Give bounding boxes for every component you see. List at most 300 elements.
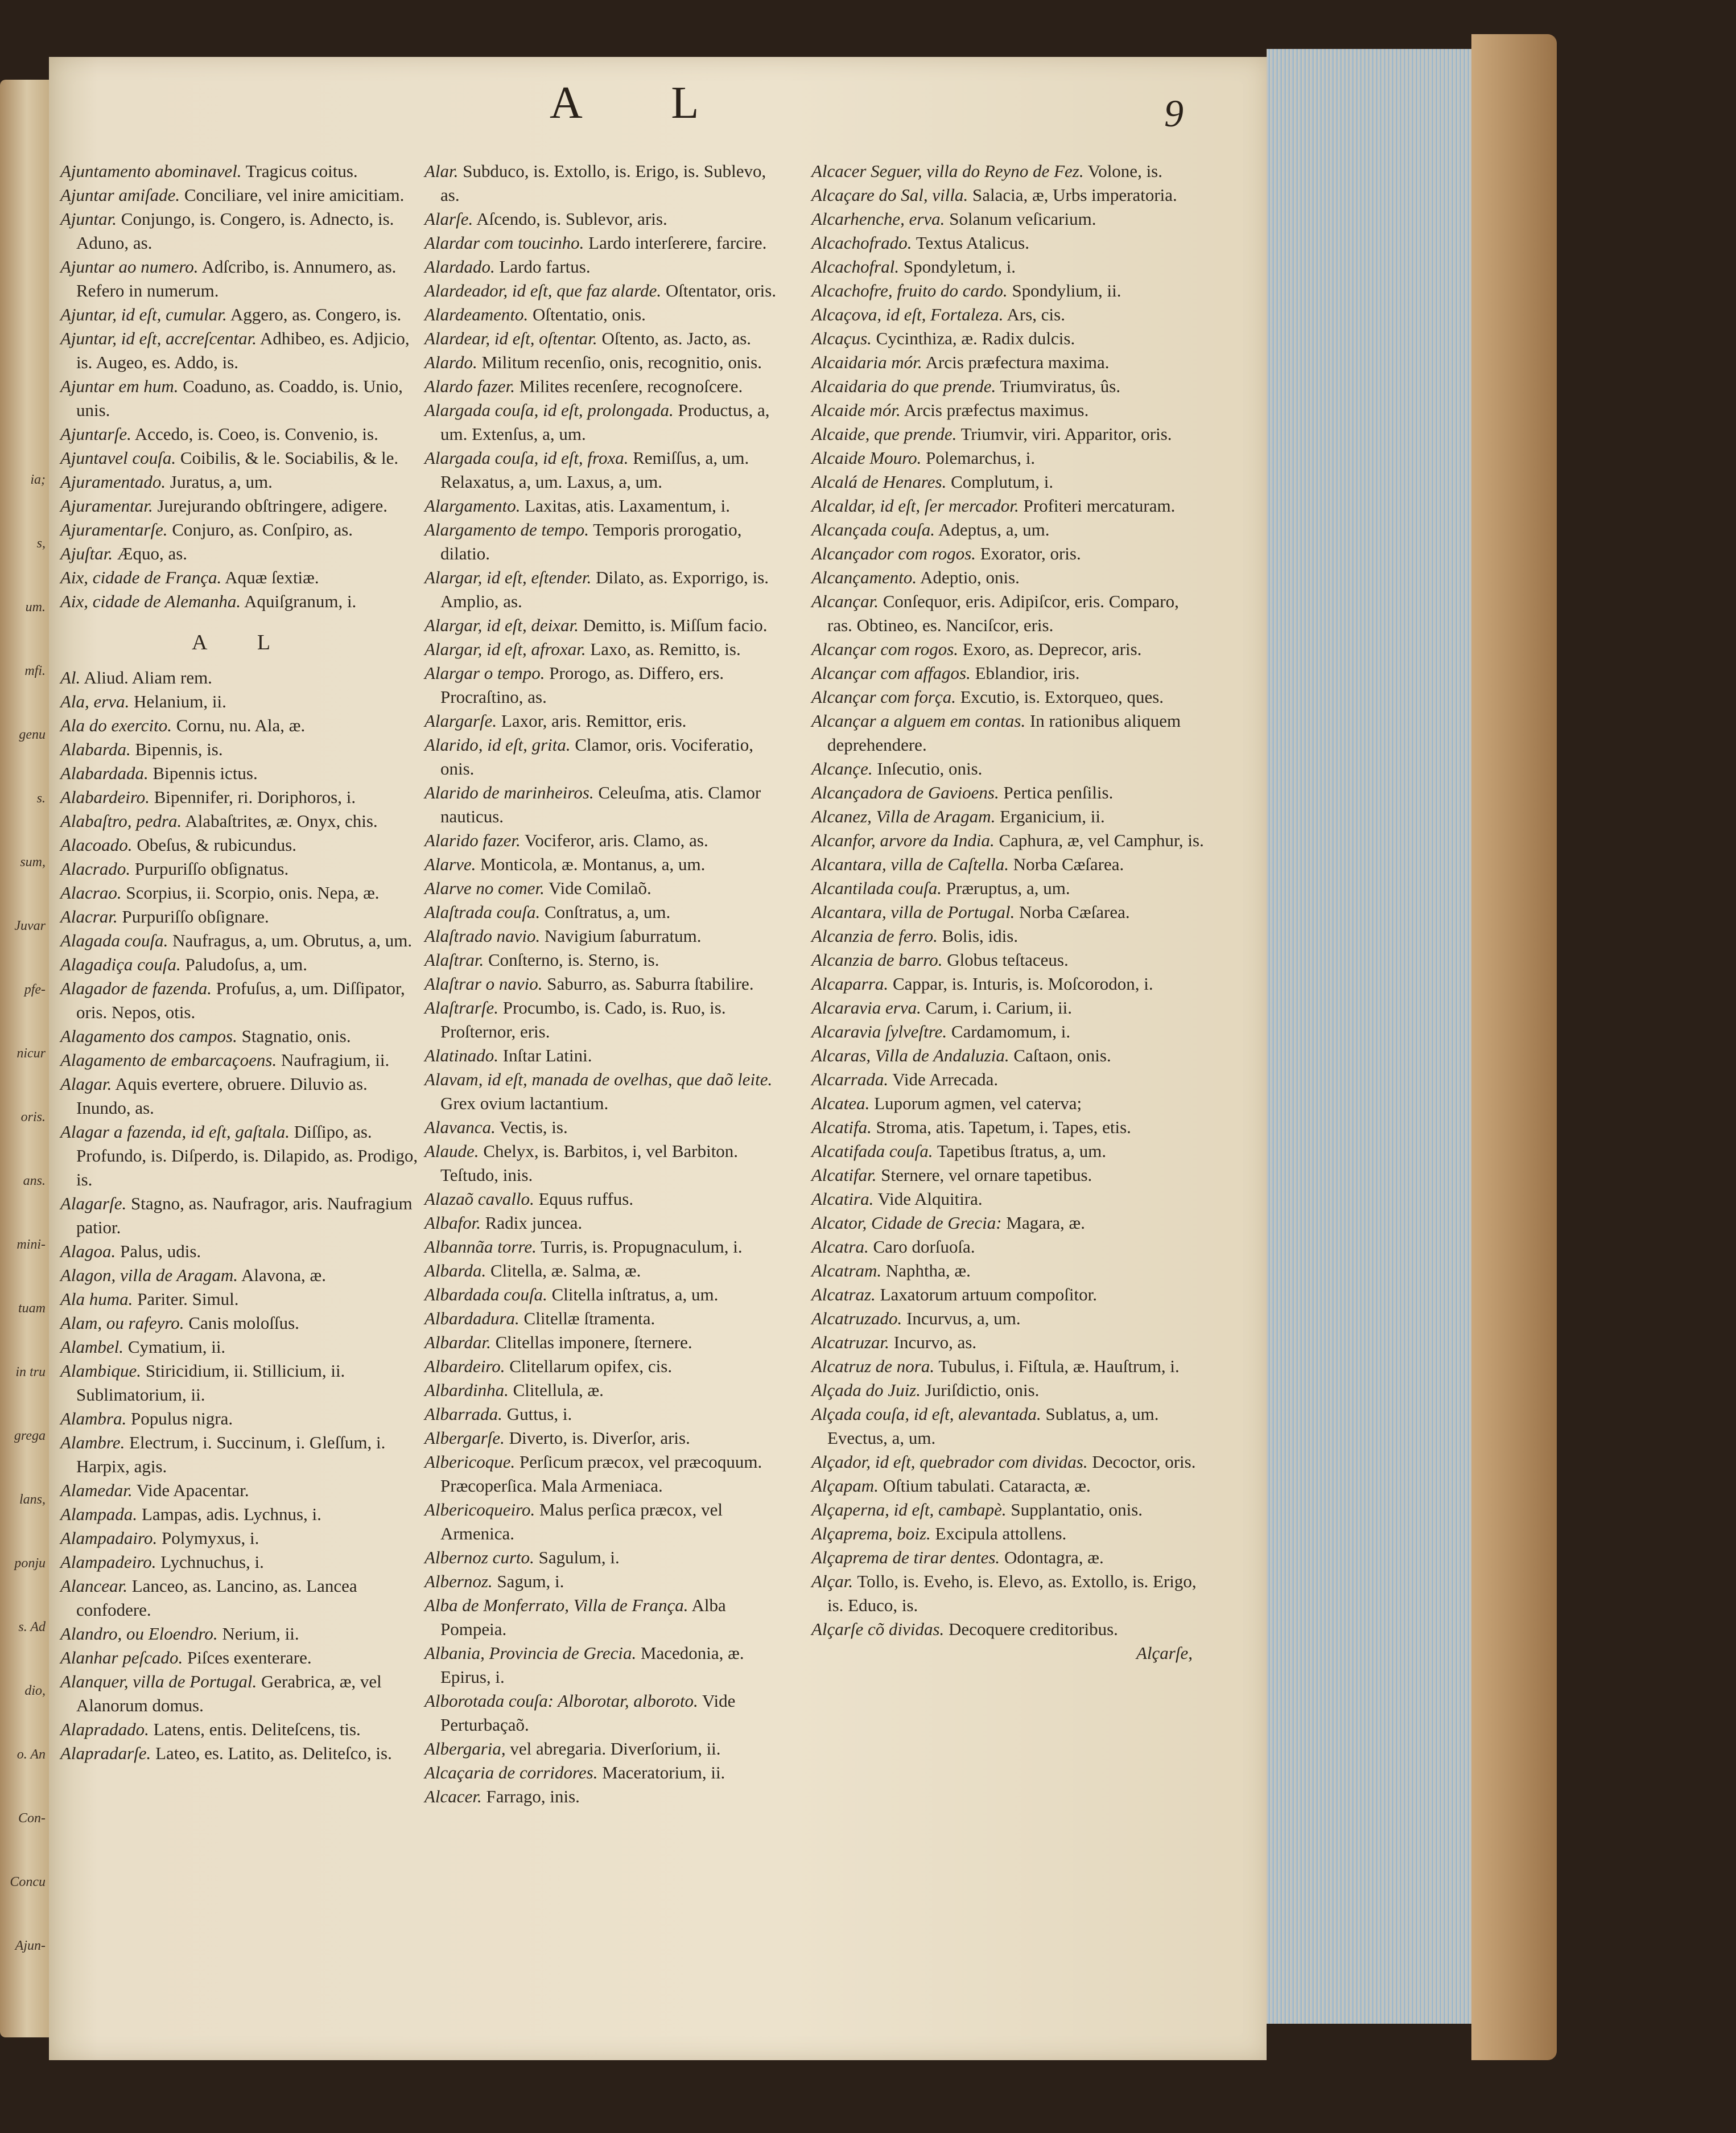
dictionary-entry: [811, 1450, 1204, 1474]
dictionary-entry: [811, 470, 1204, 494]
entry-definition: Exorator, oris.: [976, 543, 1081, 563]
dictionary-entry: [60, 1431, 424, 1479]
dictionary-entry: [811, 374, 1204, 398]
entry-definition: Inſecutio, onis.: [872, 759, 983, 779]
entry-definition: Excipula attollens.: [930, 1523, 1067, 1543]
entry-definition: Globus teſtaceus.: [942, 950, 1069, 970]
entry-headword: Alcantara, villa de Portugal.: [811, 902, 1015, 922]
dictionary-entry: [424, 1785, 789, 1809]
dictionary-entry: [60, 470, 424, 494]
entry-headword: Alagamento de embarcaçoens.: [60, 1050, 277, 1070]
entry-definition: Coaduno, as. Coaddo, is. Unio, unis.: [76, 376, 403, 420]
left-edge-fragment: mini-: [17, 1237, 46, 1252]
entry-definition: Clitellas imponere, ſternere.: [490, 1332, 692, 1352]
entry-definition: Scorpius, ii. Scorpio, onis. Nepa, æ.: [121, 883, 380, 903]
entry-headword: Alcatram.: [811, 1261, 882, 1280]
entry-headword: Alabardeiro.: [60, 787, 150, 807]
page-header: [49, 57, 1267, 159]
entry-definition: vel abregaria. Diverſorium, ii.: [505, 1739, 721, 1759]
entry-headword: Alcator, Cidade de Grecia:: [811, 1213, 1002, 1233]
column-3: [811, 159, 1204, 1665]
entry-headword: Albergarſe.: [424, 1428, 505, 1448]
entry-headword: Alagada couſa.: [60, 930, 168, 950]
entry-definition: Conciliare, vel inire amicitiam.: [180, 185, 405, 205]
entry-definition: Magara, æ.: [1001, 1213, 1085, 1233]
entry-headword: Albergaria,: [424, 1739, 506, 1759]
entry-headword: Alagador de fazenda.: [60, 978, 212, 998]
entry-definition: Vide Arrecada.: [888, 1069, 999, 1089]
entry-definition: Tubulus, i. Fiſtula, æ. Hauſtrum, i.: [934, 1356, 1180, 1376]
entry-definition: Triumvir, viri. Apparitor, oris.: [956, 424, 1172, 444]
entry-definition: Lateo, es. Latito, as. Deliteſco, is.: [151, 1743, 392, 1763]
entry-definition: Adeptus, a, um.: [934, 520, 1050, 540]
entry-headword: Alcantilada couſa.: [811, 878, 942, 898]
entry-headword: Alaſtrado navio.: [424, 926, 541, 946]
entry-definition: Pariter. Simul.: [133, 1289, 239, 1309]
entry-headword: Alcacer Seguer, villa do Reyno de Fez.: [811, 161, 1084, 181]
left-edge-fragment: mfi.: [24, 664, 46, 678]
entry-headword: Alapradado.: [60, 1719, 149, 1739]
left-edge-fragment: Ajun-: [15, 1938, 46, 1953]
dictionary-entry: [60, 255, 424, 303]
entry-headword: Aix, cidade de Alemanha.: [60, 591, 241, 611]
entry-definition: Polymyxus, i.: [157, 1528, 259, 1548]
dictionary-entry: [811, 876, 1204, 900]
dictionary-entry: [424, 613, 789, 637]
entry-definition: Conſtratus, a, um.: [540, 902, 671, 922]
dictionary-entry: [60, 303, 424, 327]
entry-definition: Clamor, oris. Vociferatio, onis.: [440, 735, 753, 779]
dictionary-entry: [424, 637, 789, 661]
dictionary-entry: [60, 1335, 424, 1359]
dictionary-entry: [811, 900, 1204, 924]
dictionary-entry: [60, 1407, 424, 1431]
entry-definition: Arcis præfectura maxima.: [922, 352, 1110, 372]
entry-headword: Alcacer.: [424, 1786, 482, 1806]
entry-headword: Alcantara, villa de Caſtella.: [811, 854, 1009, 874]
entry-headword: Alardar com toucinho.: [424, 233, 584, 253]
entry-headword: Alcarrada.: [811, 1069, 889, 1089]
entry-headword: Alcaçaria de corridores.: [424, 1763, 598, 1782]
dictionary-entry: [811, 542, 1204, 566]
dictionary-entry: [811, 1211, 1204, 1235]
dictionary-entry: [424, 1307, 789, 1331]
entry-headword: Ajuntar amiſade.: [60, 185, 180, 205]
dictionary-entry: [424, 1498, 789, 1546]
entry-definition: Chelyx, is. Barbitos, i, vel Barbiton. Teſtudo, inis.: [440, 1141, 739, 1185]
entry-definition: Perſicum præcox, vel præcoquum. Præcoperſica. Mala Armeniaca.: [440, 1452, 762, 1496]
entry-definition: Stroma, atis. Tapetum, i. Tapes, etis.: [871, 1117, 1131, 1137]
dictionary-entry: [811, 1068, 1204, 1092]
entry-definition: Norba Cæſarea.: [1015, 902, 1130, 922]
dictionary-entry: [811, 303, 1204, 327]
catchword: Alçarſe,: [1136, 1643, 1193, 1663]
entry-headword: Alcaravia ſylveſtre.: [811, 1022, 947, 1041]
entry-headword: Alcatruzar.: [811, 1332, 889, 1352]
dictionary-entry: [60, 761, 424, 785]
entry-definition: Nerium, ii.: [217, 1624, 299, 1644]
entry-headword: Alambique.: [60, 1361, 142, 1381]
entry-definition: Decoquere creditoribus.: [944, 1619, 1118, 1639]
dictionary-entry: [60, 327, 424, 374]
entry-definition: Stagnatio, onis.: [237, 1026, 351, 1046]
dictionary-entry: [424, 303, 789, 327]
left-edge-fragment: oris.: [20, 1110, 46, 1125]
entry-headword: Alarve no comer.: [424, 878, 545, 898]
section-heading: A L: [191, 631, 294, 654]
entry-definition: Præruptus, a, um.: [942, 878, 1070, 898]
dictionary-entry: [60, 566, 424, 590]
dictionary-entry: [424, 1283, 789, 1307]
entry-headword: Albardada couſa.: [424, 1284, 547, 1304]
left-edge-fragment: s,: [36, 536, 46, 551]
entry-headword: Albericoqueiro.: [424, 1500, 535, 1520]
entry-definition: Piſces exenterare.: [183, 1648, 312, 1667]
entry-headword: Aix, cidade de França.: [60, 567, 222, 587]
entry-definition: Carum, i. Carium, ii.: [921, 998, 1073, 1018]
entry-definition: Caro dorſuoſa.: [868, 1237, 975, 1257]
dictionary-entry: [811, 1354, 1204, 1378]
entry-headword: Alargamento.: [424, 496, 521, 516]
entry-headword: Ajuntamento abominavel.: [60, 161, 242, 181]
dictionary-entry: [60, 1741, 424, 1765]
dictionary-entry: [60, 1120, 424, 1192]
entry-definition: Adhibeo, es. Adjicio, is. Augeo, es. Addo, is.: [76, 328, 410, 372]
dictionary-entry: [60, 518, 424, 542]
entry-headword: Alarido de marinheiros.: [424, 783, 594, 802]
entry-headword: Alam, ou rafeyro.: [60, 1313, 184, 1333]
entry-headword: Alarido fazer.: [424, 830, 521, 850]
entry-definition: Cardamomum, i.: [947, 1022, 1071, 1041]
left-edge-fragment: grega: [14, 1428, 46, 1443]
entry-definition: Cappar, is. Inturis, is. Moſcorodon, i.: [888, 974, 1153, 994]
entry-headword: Alargar, id eſt, afroxar.: [424, 639, 586, 659]
dictionary-entry: [811, 829, 1204, 853]
entry-definition: Bipennis ictus.: [148, 763, 258, 783]
dictionary-entry: [424, 1044, 789, 1068]
entry-headword: Alcaçova, id eſt, Fortaleza.: [811, 304, 1004, 324]
entry-definition: Naufragium, ii.: [277, 1050, 390, 1070]
dictionary-entry: [424, 924, 789, 948]
entry-definition: Polemarchus, i.: [921, 448, 1036, 468]
entry-headword: Alcatifar.: [811, 1165, 877, 1185]
dictionary-entry: [60, 977, 424, 1024]
entry-headword: Alardo.: [424, 352, 477, 372]
dictionary-entry: [60, 1502, 424, 1526]
entry-headword: Alatinado.: [424, 1045, 499, 1065]
dictionary-entry: [60, 1718, 424, 1741]
entry-definition: Incurvus, a, um.: [902, 1308, 1021, 1328]
entry-definition: Conjungo, is. Congero, is. Adnecto, is. Aduno, as.: [76, 209, 394, 253]
dictionary-entry: [424, 1187, 789, 1211]
dictionary-entry: [60, 422, 424, 446]
entry-headword: Alardeador, id eſt, que faz alarde.: [424, 281, 662, 300]
dictionary-page: [49, 57, 1267, 2060]
entry-headword: Alcalá de Henares.: [811, 472, 947, 492]
dictionary-entry: [811, 1402, 1204, 1450]
dictionary-entry: [60, 1646, 424, 1670]
entry-definition: Clitella inſtratus, a, um.: [547, 1284, 719, 1304]
entry-definition: Aggero, as. Congero, is.: [226, 304, 402, 324]
entry-headword: Alcatruzado.: [811, 1308, 902, 1328]
entry-headword: Alçapam.: [811, 1476, 879, 1496]
left-edge-fragment: pfe-: [24, 982, 46, 997]
dictionary-entry: [60, 1526, 424, 1550]
dictionary-entry: [811, 1498, 1204, 1522]
entry-headword: Alcanez, Villa de Aragam.: [811, 806, 996, 826]
entry-headword: Albardar.: [424, 1332, 491, 1352]
dictionary-entry: [424, 255, 789, 279]
dictionary-entry: [424, 1235, 789, 1259]
dictionary-entry: [811, 757, 1204, 781]
entry-definition: Laxatorum artuum compoſitor.: [875, 1284, 1097, 1304]
dictionary-entry: [424, 733, 789, 781]
entry-headword: Albericoque.: [424, 1452, 516, 1472]
entry-headword: Alçaperna, id eſt, cambapè.: [811, 1500, 1007, 1520]
entry-headword: Albardeiro.: [424, 1356, 505, 1376]
column-1: [60, 159, 424, 1765]
entry-definition: Diſſipo, as. Profundo, is. Diſperdo, is. Dilapido, as. Prodigo, is.: [76, 1122, 418, 1189]
dictionary-entry: [60, 1048, 424, 1072]
entry-definition: Laxitas, atis. Laxamentum, i.: [520, 496, 730, 516]
dictionary-entry: [424, 829, 789, 853]
dictionary-entry: [60, 714, 424, 738]
entry-headword: Alcançar com força.: [811, 687, 956, 707]
entry-definition: Accedo, is. Coeo, is. Convenio, is.: [131, 424, 378, 444]
left-edge-fragment: sum,: [20, 855, 46, 870]
entry-headword: Alagar a fazenda, id eſt, gaſtala.: [60, 1122, 290, 1142]
entry-headword: Alcançe.: [811, 759, 873, 779]
dictionary-entry: [60, 1550, 424, 1574]
entry-headword: Ajuntarſe.: [60, 424, 131, 444]
dictionary-entry: [424, 446, 789, 494]
entry-definition: Clitella, æ. Salma, æ.: [486, 1261, 641, 1280]
dictionary-entry: [424, 1570, 789, 1593]
dictionary-entry: [811, 685, 1204, 709]
dictionary-entry: [60, 929, 424, 953]
entry-definition: Ars, cis.: [1003, 304, 1065, 324]
entry-definition: Luporum agmen, vel caterva;: [869, 1093, 1082, 1113]
entry-headword: Alaſtrar o navio.: [424, 974, 543, 994]
entry-headword: Alargada couſa, id eſt, froxa.: [424, 448, 629, 468]
dictionary-entry: [60, 1479, 424, 1502]
entry-headword: Alardeamento.: [424, 304, 529, 324]
entry-definition: Latens, entis. Deliteſcens, tis.: [149, 1719, 361, 1739]
dictionary-entry: [811, 853, 1204, 876]
entry-definition: Conjuro, as. Conſpiro, as.: [167, 520, 353, 540]
entry-headword: Alçada do Juiz.: [811, 1380, 921, 1400]
dictionary-entry: [424, 661, 789, 709]
dictionary-entry: [424, 900, 789, 924]
entry-definition: Purpuriſſo obſignatus.: [130, 859, 289, 879]
entry-definition: Incurvo, as.: [889, 1332, 977, 1352]
entry-definition: Stiricidium, ii. Stillicium, ii. Sublimatorium, ii.: [76, 1361, 345, 1405]
entry-definition: Sternere, vel ornare tapetibus.: [876, 1165, 1092, 1185]
entry-definition: Alba Pompeia.: [440, 1595, 726, 1639]
entry-headword: Alacrao.: [60, 883, 122, 903]
entry-headword: Alaude.: [424, 1141, 479, 1161]
dictionary-entry: [60, 738, 424, 761]
dictionary-entry: [811, 1331, 1204, 1354]
entry-headword: Alcançar.: [811, 591, 879, 611]
entry-headword: Alcaçare do Sal, villa.: [811, 185, 968, 205]
dictionary-entry: [60, 374, 424, 422]
left-edge-fragment: lans,: [19, 1492, 46, 1507]
entry-definition: Complutum, i.: [946, 472, 1054, 492]
entry-headword: Alcaide, que prende.: [811, 424, 957, 444]
dictionary-entry: [424, 948, 789, 972]
entry-headword: Albardinha.: [424, 1380, 509, 1400]
entry-definition: Supplantatio, onis.: [1006, 1500, 1143, 1520]
dictionary-entry: [60, 1622, 424, 1646]
entry-headword: Ajuntar, id eſt, accreſcentar.: [60, 328, 257, 348]
entry-definition: Spondylium, ii.: [1007, 281, 1121, 300]
entry-headword: Alcatruz de nora.: [811, 1356, 935, 1376]
dictionary-entry: [811, 1235, 1204, 1259]
dictionary-entry: [424, 398, 789, 446]
entry-headword: Alacoado.: [60, 835, 133, 855]
entry-definition: Bolis, idis.: [937, 926, 1018, 946]
entry-headword: Albafor.: [424, 1213, 481, 1233]
entry-definition: Dilato, as. Exporrigo, is. Amplio, as.: [440, 567, 769, 611]
entry-headword: Ajuſtar.: [60, 543, 113, 563]
dictionary-entry: [811, 279, 1204, 303]
entry-definition: Coibilis, & le. Sociabilis, & le.: [176, 448, 399, 468]
dictionary-entry: [811, 1307, 1204, 1331]
dictionary-entry: [60, 207, 424, 255]
entry-definition: Grex ovium lactantium.: [440, 1093, 609, 1113]
entry-headword: Alcançamento.: [811, 567, 917, 587]
entry-headword: Alcachofrado.: [811, 233, 912, 253]
dictionary-entry: [60, 542, 424, 566]
entry-definition: Decoctor, oris.: [1087, 1452, 1196, 1472]
entry-headword: Alampadairo.: [60, 1528, 158, 1548]
dictionary-entry: [424, 1115, 789, 1139]
dictionary-entry: [60, 1311, 424, 1335]
entry-headword: Alçarſe cõ dividas.: [811, 1619, 945, 1639]
entry-headword: Alcaidaria mór.: [811, 352, 922, 372]
entry-definition: Adeptio, onis.: [917, 567, 1020, 587]
entry-definition: Diverto, is. Diverſor, aris.: [504, 1428, 690, 1448]
dictionary-entry: [60, 905, 424, 929]
entry-definition: Profuſus, a, um. Diſſipator, oris. Nepos, otis.: [76, 978, 405, 1022]
dictionary-entry: [424, 1593, 789, 1641]
entry-headword: Ala do exercito.: [60, 715, 172, 735]
entry-definition: Odontagra, æ.: [1000, 1547, 1104, 1567]
entry-definition: Maceratorium, ii.: [597, 1763, 725, 1782]
entry-definition: Oſtentator, oris.: [661, 281, 777, 300]
dictionary-entry: [811, 183, 1204, 207]
dictionary-entry: [424, 1068, 789, 1115]
book-fore-edge: [1267, 49, 1475, 2024]
entry-headword: Alcançar com affagos.: [811, 663, 971, 683]
entry-headword: Alcaldar, id eſt, ſer mercador.: [811, 496, 1019, 516]
dictionary-entry: [811, 972, 1204, 996]
entry-definition: Demitto, is. Miſſum facio.: [578, 615, 768, 635]
entry-definition: Clitellarum opifex, cis.: [505, 1356, 673, 1376]
entry-definition: Jurejurando obſtringere, adigere.: [152, 496, 388, 516]
entry-headword: Alargar, id eſt, eſtender.: [424, 567, 592, 587]
entry-definition: Farrago, inis.: [481, 1786, 580, 1806]
left-edge-fragment: o. An: [17, 1747, 46, 1762]
dictionary-entry: [424, 1211, 789, 1235]
entry-definition: Navigium ſaburratum.: [540, 926, 702, 946]
entry-headword: Alacrado.: [60, 859, 131, 879]
dictionary-entry: [811, 1187, 1204, 1211]
dictionary-entry: [60, 857, 424, 881]
entry-headword: Alagar.: [60, 1074, 112, 1094]
entry-definition: Bipennis, is.: [130, 739, 223, 759]
dictionary-entry: [811, 231, 1204, 255]
entry-headword: Alagarſe.: [60, 1193, 127, 1213]
entry-definition: Profiteri mercaturam.: [1018, 496, 1176, 516]
dictionary-entry: [60, 1240, 424, 1263]
dictionary-entry: [424, 1450, 789, 1498]
dictionary-entry: [811, 924, 1204, 948]
dictionary-entry: [424, 518, 789, 566]
entry-definition: Macedonia, æ. Epirus, i.: [440, 1643, 744, 1687]
dictionary-entry: [811, 590, 1204, 637]
dictionary-entry: [424, 1354, 789, 1378]
dictionary-entry: [60, 953, 424, 977]
entry-headword: Alardo fazer.: [424, 376, 516, 396]
entry-headword: Alanhar peſcado.: [60, 1648, 183, 1667]
entry-definition: Aquis evertere, obruere. Diluvio as. Inundo, as.: [76, 1074, 368, 1118]
dictionary-entry: [811, 255, 1204, 279]
dictionary-entry: [424, 1331, 789, 1354]
entry-headword: Ajuntar em hum.: [60, 376, 179, 396]
entry-headword: Alagoa.: [60, 1241, 116, 1261]
entry-headword: Alcançar a alguem em contas.: [811, 711, 1026, 731]
entry-definition: Aquiſgranum, i.: [241, 591, 357, 611]
entry-definition: Juriſdictio, onis.: [921, 1380, 1040, 1400]
entry-definition: Procumbo, is. Cado, is. Ruo, is. Proſternor, eris.: [440, 998, 726, 1041]
entry-headword: Alabardada.: [60, 763, 149, 783]
dictionary-entry: [424, 231, 789, 255]
dictionary-entry: [811, 1522, 1204, 1546]
entry-definition: Aquæ ſextiæ.: [221, 567, 319, 587]
dictionary-entry: [424, 1259, 789, 1283]
entry-headword: Alampada.: [60, 1504, 138, 1524]
dictionary-entry: [811, 1283, 1204, 1307]
entry-definition: Lardo interſerere, farcire.: [584, 233, 767, 253]
entry-headword: Albardadura.: [424, 1308, 519, 1328]
page-number: 9: [1164, 92, 1184, 135]
entry-headword: Alcançadora de Gavioens.: [811, 783, 999, 802]
entry-headword: Alçada couſa, id eſt, alevantada.: [811, 1404, 1041, 1424]
entry-definition: Triumviratus, ûs.: [996, 376, 1121, 396]
dictionary-entry: [424, 1689, 789, 1737]
dictionary-entry: [811, 996, 1204, 1020]
entry-definition: Celeuſma, atis. Clamor nauticus.: [440, 783, 761, 826]
left-edge-fragment: tuam: [18, 1301, 46, 1316]
left-edge-fragment: s. Ad: [18, 1620, 46, 1634]
entry-definition: Sagulum, i.: [534, 1547, 620, 1567]
entry-headword: Alcanzia de ferro.: [811, 926, 938, 946]
entry-definition: Eblandior, iris.: [970, 663, 1080, 683]
entry-headword: Alacrar.: [60, 907, 118, 927]
dictionary-entry: [424, 1402, 789, 1426]
entry-definition: Palus, udis.: [116, 1241, 201, 1261]
entry-definition: Tapetibus ſtratus, a, um.: [933, 1141, 1107, 1161]
dictionary-entry: [60, 590, 424, 613]
entry-definition: Oſtento, as. Jacto, as.: [597, 328, 752, 348]
dictionary-entry: [811, 661, 1204, 685]
entry-definition: Oſtium tabulati. Cataracta, æ.: [878, 1476, 1091, 1496]
entry-headword: Albarrada.: [424, 1404, 502, 1424]
entry-headword: Alaſtrada couſa.: [424, 902, 541, 922]
entry-definition: Vectis, is.: [495, 1117, 568, 1137]
